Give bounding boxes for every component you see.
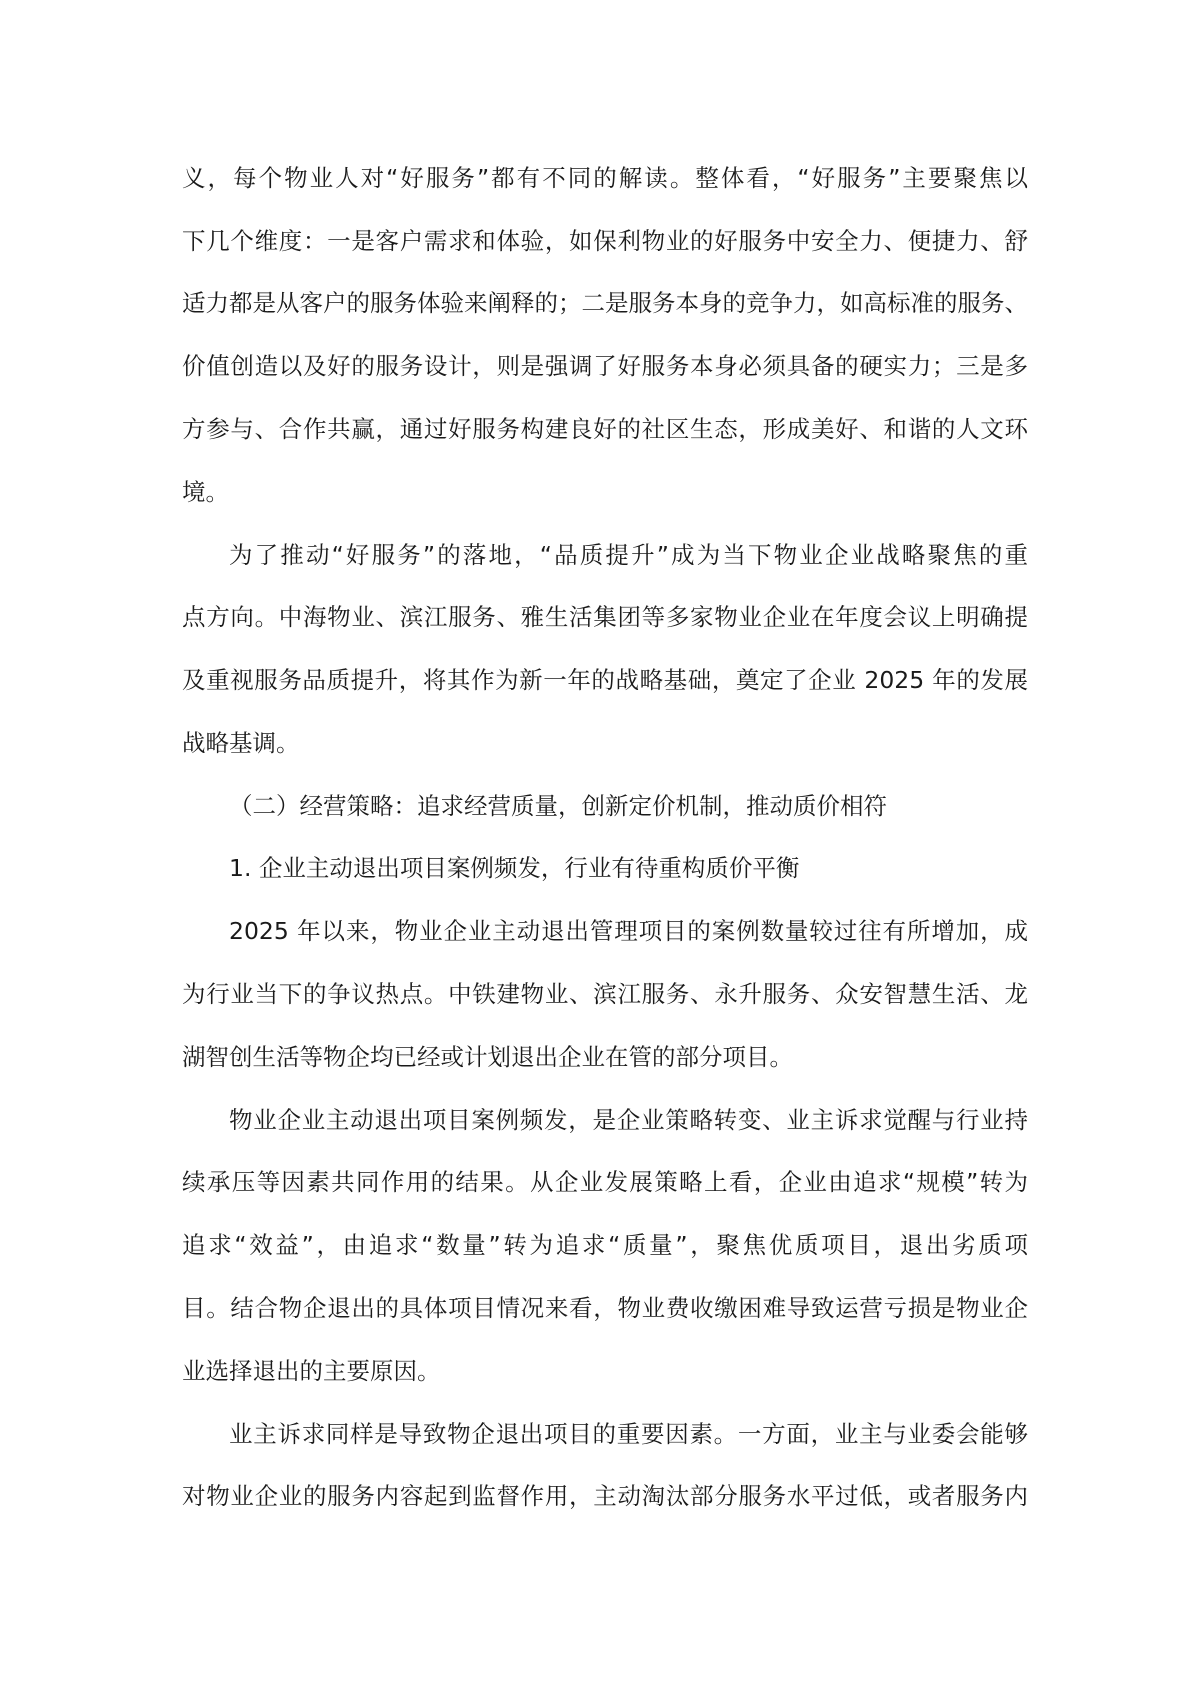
text-line: 价值创造以及好的服务设计，则是强调了好服务本身必须具备的硬实力；三是多: [182, 352, 1028, 380]
text-line: 战略基调。: [182, 729, 300, 757]
text-line: 为行业当下的争议热点。中铁建物业、滨江服务、永升服务、众安智慧生活、龙: [182, 980, 1028, 1008]
text-line: 追求“效益”，由追求“数量”转为追求“质量”，聚焦优质项目，退出劣质项: [182, 1231, 1028, 1259]
paragraph-first-line: 为了推动“好服务”的落地，“品质提升”成为当下物业企业战略聚焦的重: [229, 541, 1028, 569]
section-heading: （二）经营策略：追求经营质量，创新定价机制，推动质价相符: [229, 792, 887, 820]
text-line: 湖智创生活等物企均已经或计划退出企业在管的部分项目。: [182, 1043, 793, 1071]
text-line: 点方向。中海物业、滨江服务、雅生活集团等多家物业企业在年度会议上明确提: [182, 603, 1028, 631]
text-line: 业选择退出的主要原因。: [182, 1357, 441, 1385]
text-line: 义，每个物业人对“好服务”都有不同的解读。整体看，“好服务”主要聚焦以: [182, 164, 1028, 192]
paragraph-first-line: 业主诉求同样是导致物企退出项目的重要因素。一方面，业主与业委会能够: [229, 1420, 1028, 1448]
text-line: 适力都是从客户的服务体验来阐释的；二是服务本身的竞争力，如高标准的服务、: [182, 289, 1028, 317]
text-line: 对物业企业的服务内容起到监督作用，主动淘汰部分服务水平过低，或者服务内: [182, 1482, 1028, 1510]
text-line: 境。: [182, 478, 229, 506]
text-line: 续承压等因素共同作用的结果。从企业发展策略上看，企业由追求“规模”转为: [182, 1168, 1028, 1196]
subsection-heading: 1. 企业主动退出项目案例频发，行业有待重构质价平衡: [229, 854, 800, 882]
text-line: 及重视服务品质提升，将其作为新一年的战略基础，奠定了企业 2025 年的发展: [182, 666, 1028, 694]
text-line: 目。结合物企退出的具体项目情况来看，物业费收缴困难导致运营亏损是物业企: [182, 1294, 1028, 1322]
text-line: 方参与、合作共赢，通过好服务构建良好的社区生态，形成美好、和谐的人文环: [182, 415, 1028, 443]
paragraph-first-line: 2025 年以来，物业企业主动退出管理项目的案例数量较过往有所增加，成: [229, 917, 1028, 945]
text-line: 下几个维度：一是客户需求和体验，如保利物业的好服务中安全力、便捷力、舒: [182, 227, 1028, 255]
paragraph-first-line: 物业企业主动退出项目案例频发，是企业策略转变、业主诉求觉醒与行业持: [229, 1106, 1028, 1134]
